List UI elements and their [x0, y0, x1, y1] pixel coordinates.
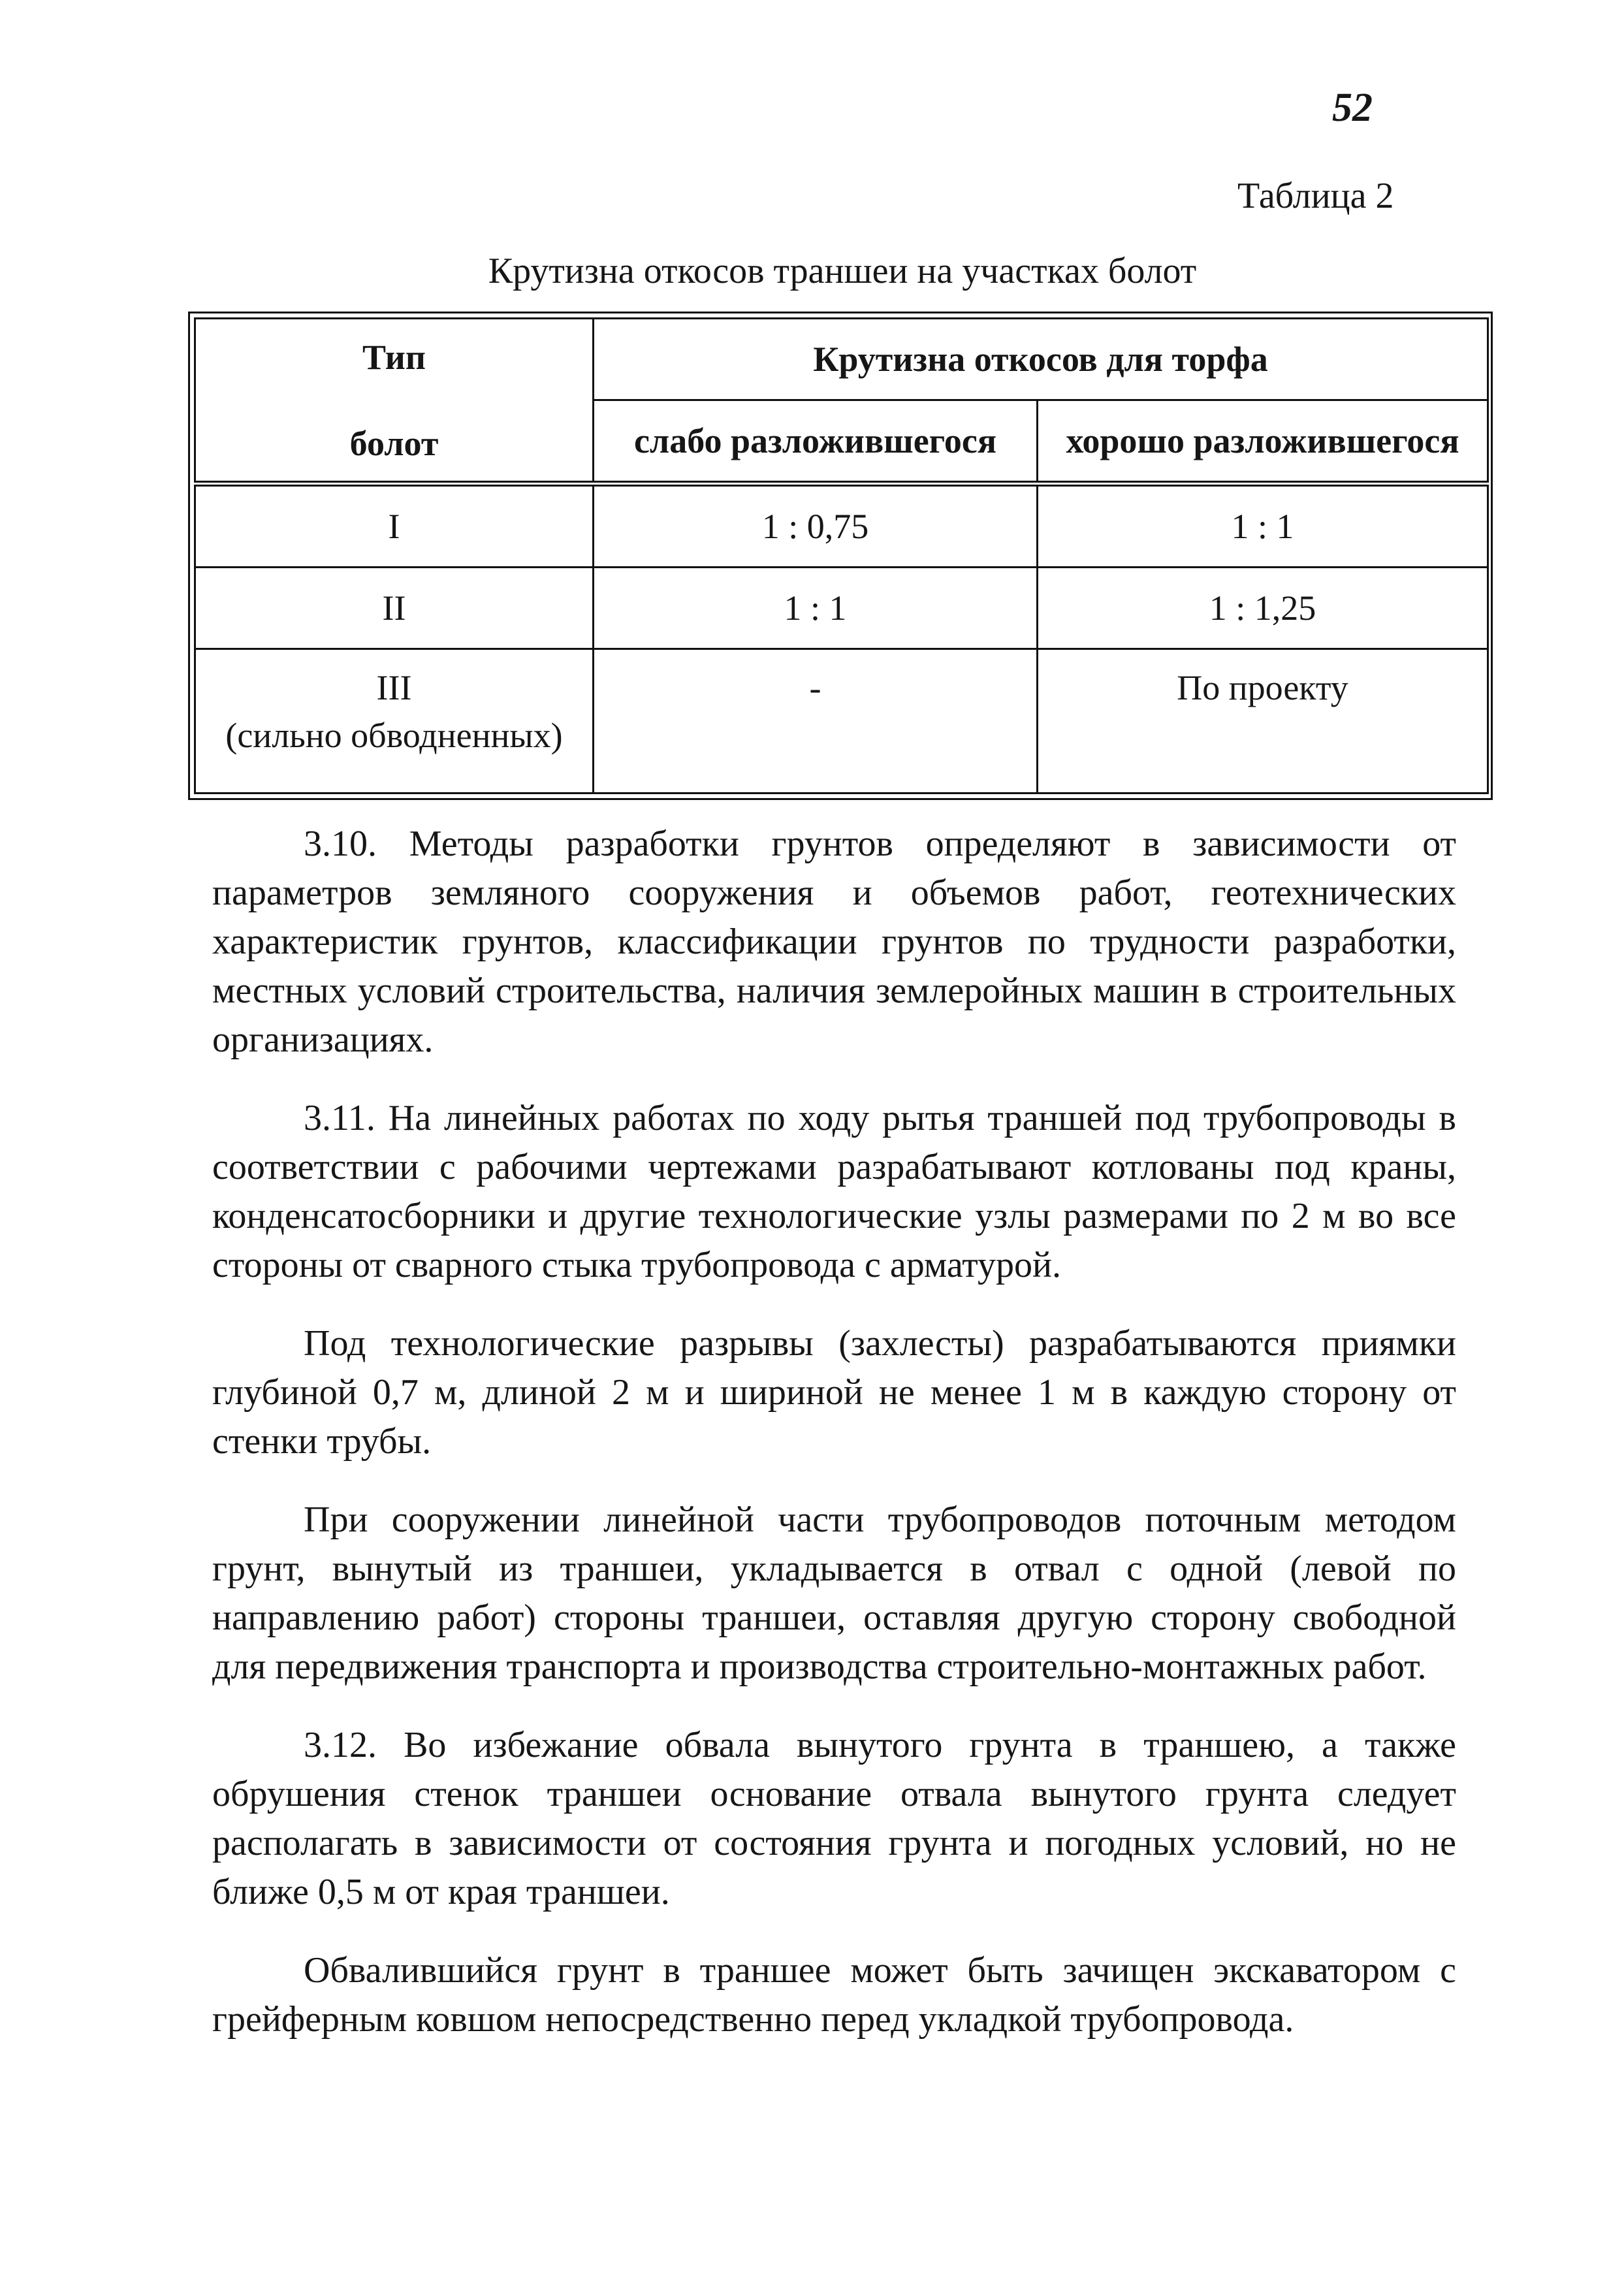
- paragraph-3-10: 3.10. Методы разработки грунтов определяют в зависимости от параметров земляного сооружения и объемов работ, геотехнических характеристик грунтов, классификации грунтов по трудности разработки, местных условий строительства, наличия землеройных машин в строительных организациях.: [212, 824, 1456, 1060]
- table-row: [195, 484, 1488, 568]
- header-bog-type: [195, 319, 594, 484]
- cell-bog-type: II: [195, 568, 594, 649]
- page-number: 52: [1332, 86, 1373, 130]
- paragraph-linear-part: При сооружении линейной части трубопроводов поточным методом грунт, вынутый из траншеи, укладывается в отвал с одной (левой по направлению работ) стороны траншеи, оставляя другую сторону свободной для передвижения транспорта и производства строительно-монтажных работ.: [212, 1499, 1456, 1687]
- slope-table-grid: [194, 317, 1489, 794]
- cell-weak-slope: 1 : 0,75: [594, 484, 1038, 568]
- header-well-decomposed: хорошо разложившегося: [1038, 400, 1488, 484]
- table-caption: Крутизна откосов траншеи на участках болот: [488, 251, 1197, 291]
- table-label: Таблица 2: [1237, 176, 1394, 216]
- cell-strong-slope: 1 : 1,25: [1038, 568, 1488, 649]
- slope-table: [188, 312, 1493, 800]
- paragraph-3-11: 3.11. На линейных работах по ходу рытья траншей под трубопроводы в соответствии с рабочими чертежами разрабатывают котлованы под краны, конденсатосборники и другие технологические узлы размерами по 2 м во все стороны от сварного стыка трубопровода с арматурой.: [212, 1098, 1456, 1285]
- table-header-row: [195, 319, 1488, 400]
- header-bog-type-line2: болот: [349, 423, 439, 463]
- paragraph-pits: Под технологические разрывы (захлесты) разрабатываются приямки глубиной 0,7 м, длиной 2 м и шириной не менее 1 м в каждую сторону от стенки трубы.: [212, 1323, 1456, 1462]
- cell-bog-type-value: III: [376, 668, 412, 707]
- cell-strong-slope: 1 : 1: [1038, 484, 1488, 568]
- paragraph-collapsed-soil: Обвалившийся грунт в траншее может быть зачищен экскаватором с грейферным ковшом непосредственно перед укладкой трубопровода.: [212, 1950, 1456, 2040]
- cell-bog-type: I: [195, 484, 594, 568]
- header-peat-slope: Крутизна откосов для торфа: [594, 319, 1488, 400]
- paragraph-3-12: 3.12. Во избежание обвала вынутого грунта в траншею, а также обрушения стенок траншеи основание отвала вынутого грунта следует располагать в зависимости от состояния грунта и погодных условий, но не ближе 0,5 м от края траншеи.: [212, 1725, 1456, 1912]
- header-weakly-decomposed: слабо разложившегося: [594, 400, 1038, 484]
- table-row: [195, 568, 1488, 649]
- cell-strong-slope: По проекту: [1038, 649, 1488, 794]
- header-bog-type-line1: Тип: [362, 337, 426, 377]
- cell-bog-type: [195, 649, 594, 794]
- cell-weak-slope: -: [594, 649, 1038, 794]
- cell-bog-type-note: (сильно обводненных): [225, 715, 563, 755]
- cell-weak-slope: 1 : 1: [594, 568, 1038, 649]
- table-row: [195, 649, 1488, 794]
- body-text: [212, 820, 1456, 2074]
